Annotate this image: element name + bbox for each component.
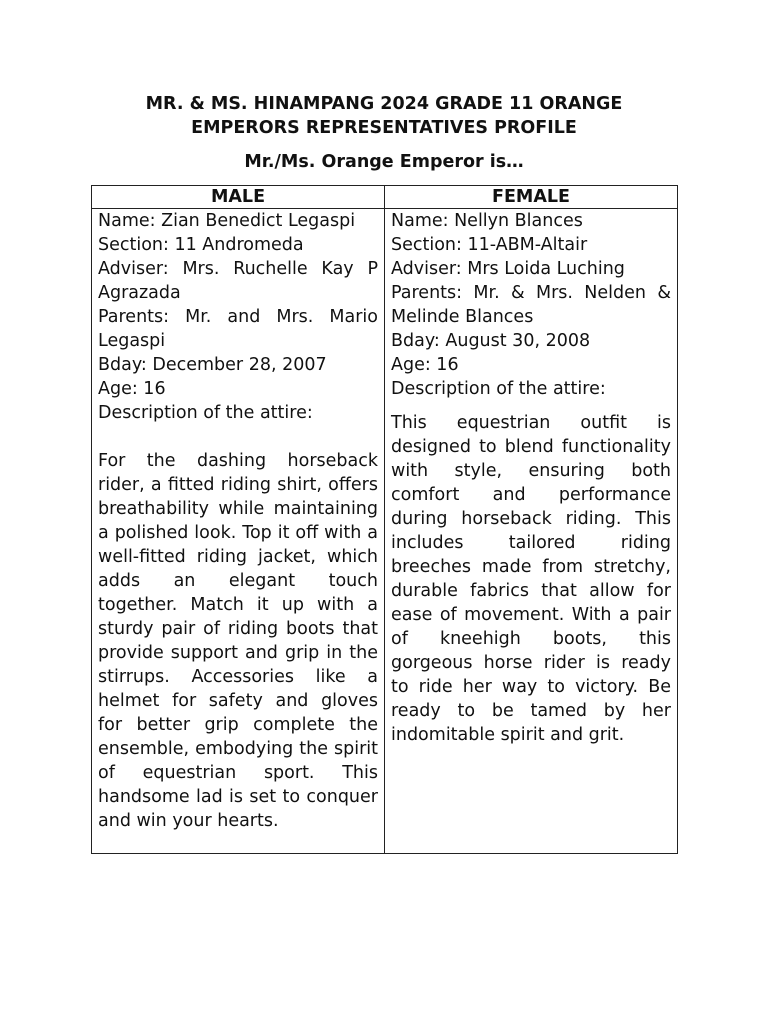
female-bday: Bday: August 30, 2008 bbox=[391, 331, 591, 351]
male-section: Section: 11 Andromeda bbox=[98, 235, 304, 255]
male-attire-description: For the dashing horseback rider, a fitted riding shirt, offers breathability while maintaining a polished look. Top it off with a well-fitted riding jacket, which adds an elegant touch together. Match it up with a sturdy pair of riding boots that provide support and grip in the stirrups. Accessories like a helmet for safety and gloves for better grip complete the ensemble, embodying the spirit of equestrian sport. This handsome lad is set to conquer and win your hearts. bbox=[98, 451, 378, 831]
female-age: Age: 16 bbox=[391, 355, 459, 375]
male-adviser: Adviser: Mrs. Ruchelle Kay P Agrazada bbox=[98, 259, 378, 303]
female-name: Name: Nellyn Blances bbox=[391, 211, 583, 231]
female-attire-label: Description of the attire: bbox=[391, 379, 606, 399]
male-attire-label: Description of the attire: bbox=[98, 403, 313, 423]
male-header: MALE bbox=[92, 186, 385, 209]
male-age: Age: 16 bbox=[98, 379, 166, 399]
female-section: Section: 11-ABM-Altair bbox=[391, 235, 588, 255]
female-attire-description: This equestrian outfit is designed to blend functionality with style, ensuring both comfort and performance during horseback riding. This includes tailored riding breeches made from stretchy, durable fabrics that allow for ease of movement. With a pair of kneehigh boots, this gorgeous horse rider is ready to ride her way to victory. Be ready to be tamed by her indomitable spirit and grit. bbox=[391, 413, 671, 745]
female-parents: Parents: Mr. & Mrs. Nelden & Melinde Blances bbox=[391, 283, 671, 327]
profile-table bbox=[91, 185, 678, 854]
male-bday: Bday: December 28, 2007 bbox=[98, 355, 327, 375]
female-adviser: Adviser: Mrs Loida Luching bbox=[391, 259, 625, 279]
header-row bbox=[92, 186, 678, 209]
document-title bbox=[0, 92, 768, 140]
female-header: FEMALE bbox=[385, 186, 678, 209]
title-line-2: EMPERORS REPRESENTATIVES PROFILE bbox=[191, 118, 577, 138]
profile-row bbox=[92, 209, 678, 854]
female-profile-cell bbox=[385, 209, 678, 854]
male-profile-cell bbox=[92, 209, 385, 854]
title-line-1: MR. & MS. HINAMPANG 2024 GRADE 11 ORANGE bbox=[145, 94, 623, 114]
document-subtitle: Mr./Ms. Orange Emperor is… bbox=[244, 152, 524, 172]
male-parents: Parents: Mr. and Mrs. Mario Legaspi bbox=[98, 307, 378, 351]
male-name: Name: Zian Benedict Legaspi bbox=[98, 211, 356, 231]
